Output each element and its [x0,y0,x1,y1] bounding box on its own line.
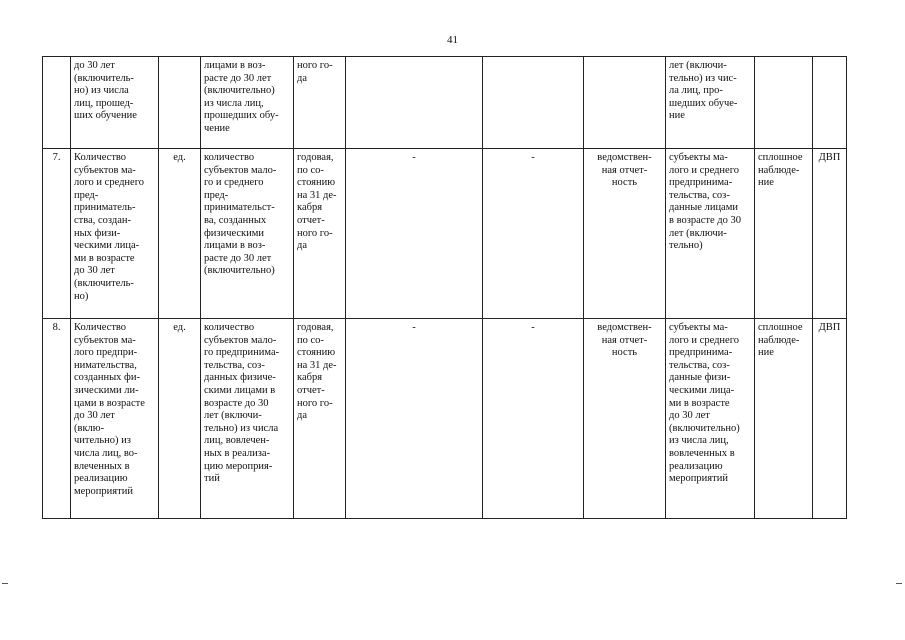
cell-column-7 [483,57,584,149]
cell-method [755,57,813,149]
cell-periodicity: годовая, по со- стоянию на 31 де- кабря отчет- ного го- да [294,319,346,519]
cell-indicator: Количество субъектов ма- лого предпри- нимательства, созданных фи- зическими ли- цами в возрасте до 30 лет (вклю- чительно) из числа лиц, во- влеченных в реализацию мероприятий [71,319,159,519]
cell-indicator: до 30 лет (включитель- но) из числа лиц, прошед- ших обучение [71,57,159,149]
cell-unit: ед. [159,149,201,319]
cell-method: сплошное наблюде- ние [755,149,813,319]
cell-periodicity: ного го- да [294,57,346,149]
cell-column-6: - [346,319,483,519]
cell-definition: количество субъектов мало- го и среднего пред- принимательст- ва, созданных физическими лицами в воз- расте до 30 лет (включительно) [201,149,294,319]
cell-column-6: - [346,149,483,319]
cell-definition: лицами в воз- расте до 30 лет (включительно) из числа лиц, прошедших обу- чение [201,57,294,149]
cell-source: ведомствен- ная отчет- ность [584,149,666,319]
cell-periodicity: годовая, по со- стоянию на 31 де- кабря отчет- ного го- да [294,149,346,319]
cell-source: ведомствен- ная отчет- ность [584,319,666,519]
cell-method: сплошное наблюде- ние [755,319,813,519]
cell-column-7: - [483,319,584,519]
cell-responsible: ДВП [813,149,847,319]
cell-unit: ед. [159,319,201,519]
cell-number: 8. [43,319,71,519]
cell-subjects: лет (включи- тельно) из чис- ла лиц, про- шедших обуче- ние [666,57,755,149]
right-edge-mark [896,583,902,584]
table-row [43,149,847,319]
cell-column-7: - [483,149,584,319]
cell-subjects: субъекты ма- лого и среднего предпринима- тельства, соз- данные физи- ческими лица- ми в возрасте до 30 лет (включительно) из числа лиц, вовлеченных в реализацию мероприятий [666,319,755,519]
left-edge-mark [2,583,8,584]
indicators-table [42,56,847,519]
cell-number: 7. [43,149,71,319]
table-row [43,319,847,519]
cell-column-6 [346,57,483,149]
cell-definition: количество субъектов мало- го предпринима- тельства, соз- данных физиче- скими лицами в возрасте до 30 лет (включи- тельно) из числа лиц, вовлечен- ных в реализа- цию мероприя- тий [201,319,294,519]
cell-source [584,57,666,149]
table-row [43,57,847,149]
cell-number [43,57,71,149]
cell-unit [159,57,201,149]
page-number: 41 [447,34,458,46]
cell-subjects: субъекты ма- лого и среднего предпринима- тельства, соз- данные лицами в возрасте до 30 лет (включи- тельно) [666,149,755,319]
cell-responsible: ДВП [813,319,847,519]
cell-responsible [813,57,847,149]
cell-indicator: Количество субъектов ма- лого и среднего пред- приниматель- ства, создан- ных физи- ческими лица- ми в возрасте до 30 лет (включитель- но) [71,149,159,319]
